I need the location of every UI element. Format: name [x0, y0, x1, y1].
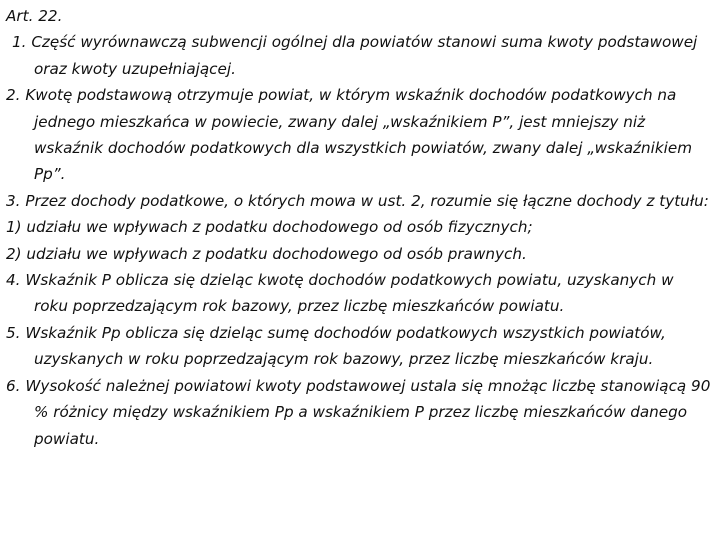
- paragraph-5: 5. Wskaźnik Pp oblicza się dzieląc sumę dochodów podatkowych wszystkich powiatów, uzyskanych w roku poprzedzającym rok bazowy, przez liczbę mieszkańców kraju.: [6, 323, 666, 369]
- paragraph-6: 6. Wysokość należnej powiatowi kwoty podstawowej ustala się mnożąc liczbę stanowiącą 90 % różnicy między wskaźnikiem Pp a wskaźnikiem P przez liczbę mieszkańców danego powiatu.: [6, 376, 711, 448]
- paragraph-1: 1. Część wyrównawczą subwencji ogólnej dla powiatów stanowi suma kwoty podstawowej oraz kwoty uzupełniającej.: [12, 33, 698, 78]
- paragraph-2: 2. Kwotę podstawową otrzymuje powiat, w którym wskaźnik dochodów podatkowych na jednego mieszkańca w powiecie, zwany dalej „wskaźnikiem P”, jest mniejszy niż wskaźnik dochodów podatkowych dla wszystkich powiatów, zwany dalej „wskaźnikiem Pp”.: [6, 86, 693, 184]
- article-heading: Art. 22.: [6, 7, 63, 25]
- paragraph-3: 3. Przez dochody podatkowe, o których mowa w ust. 2, rozumie się łączne dochody z tytułu:: [6, 191, 709, 210]
- list-item-2: 2) udziału we wpływach z podatku dochodowego od osób prawnych.: [6, 244, 527, 263]
- paragraph-4: 4. Wskaźnik P oblicza się dzieląc kwotę dochodów podatkowych powiatu, uzyskanych w roku poprzedzającym rok bazowy, przez liczbę mieszkańców powiatu.: [6, 271, 674, 316]
- list-item-1: 1) udziału we wpływach z podatku dochodowego od osób fizycznych;: [6, 218, 533, 237]
